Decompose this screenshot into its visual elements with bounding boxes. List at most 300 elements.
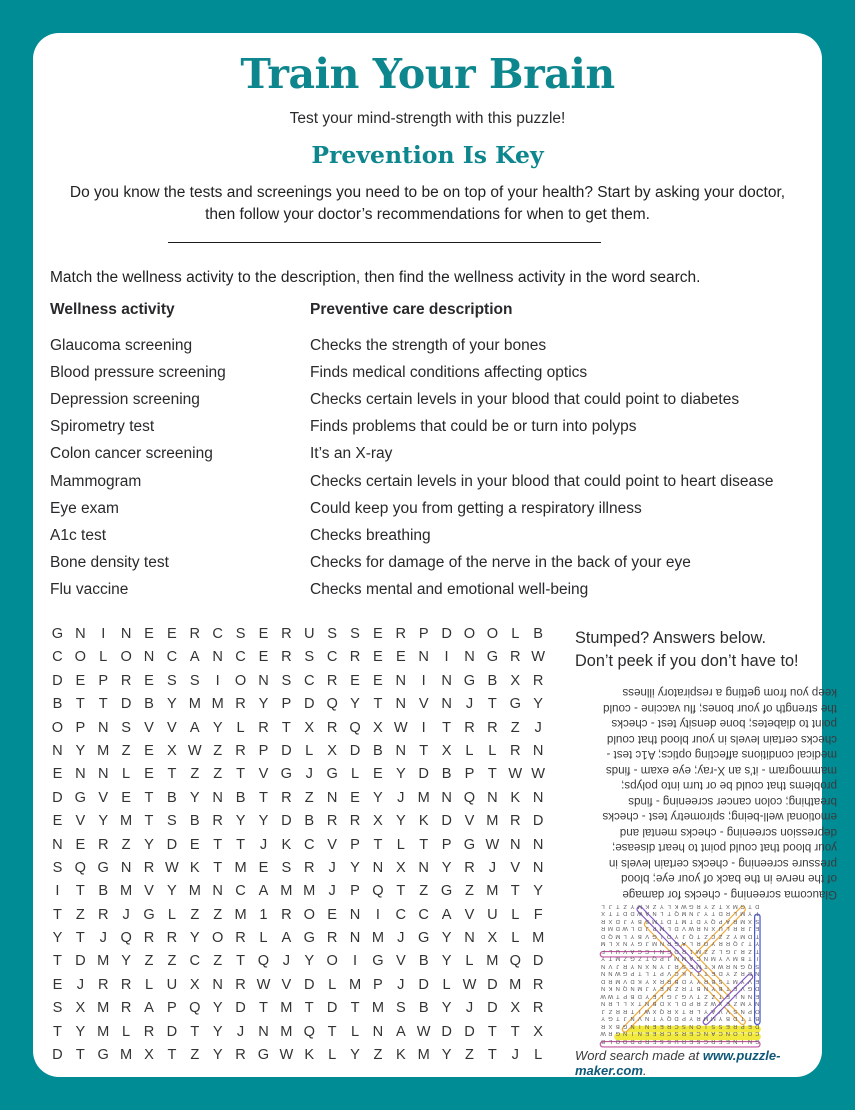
answer-key-letter: Z [638, 955, 642, 962]
answer-key-letter: V [726, 955, 730, 962]
word-search-letter: E [373, 626, 383, 642]
word-search-letter: T [52, 1023, 62, 1040]
answer-key-letter: J [601, 1008, 605, 1014]
word-search-letter: P [418, 626, 429, 642]
word-search-letter: M [188, 696, 201, 713]
answer-key-letter: Q [733, 940, 738, 947]
answer-key-letter: G [755, 1038, 760, 1044]
answer-key-letter: T [740, 1015, 745, 1022]
answer-key-letter: Q [608, 933, 613, 939]
word-search-letter: J [397, 976, 405, 993]
word-search-letter: T [304, 1000, 314, 1017]
word-search-letter: E [52, 766, 63, 783]
answer-key-letter: Z [623, 955, 627, 962]
answer-key-letter: R [703, 978, 709, 984]
answer-key-letter: P [748, 1008, 752, 1014]
word-search-letter: M [120, 883, 133, 900]
word-search-letter: X [189, 976, 200, 993]
answer-key-letter: R [696, 1000, 701, 1007]
word-search-letter: N [509, 836, 521, 853]
answer-key-letter: A [689, 955, 694, 962]
word-search-letter: T [350, 1000, 360, 1017]
answer-key-letter: M [696, 963, 701, 969]
word-search-letter: Y [212, 1047, 223, 1064]
answer-key-letter: N [637, 963, 642, 969]
answer-key-row [599, 955, 761, 966]
answer-key-letter: D [681, 978, 686, 984]
answer-key-letter: R [725, 940, 731, 947]
word-search-letter: D [235, 1000, 246, 1017]
answer-key-letter: J [645, 925, 649, 932]
word-search-letter: C [303, 836, 315, 853]
answer-key-letter: C [703, 1038, 709, 1044]
word-search-letter: N [75, 626, 86, 642]
answer-key-letter: T [748, 1015, 752, 1022]
word-search-letter: L [396, 836, 405, 853]
answer-key-line: the strength of your bones; flu vaccine - could [603, 702, 837, 715]
answer-key-letter: G [622, 1023, 628, 1029]
answer-key-letter: N [740, 993, 745, 999]
answer-key-letter: R [623, 963, 628, 969]
word-search-row [46, 645, 550, 668]
answer-key-letter: B [726, 1015, 730, 1022]
word-search-letter: U [303, 626, 315, 642]
answer-key-letter: X [667, 1000, 672, 1007]
word-search-letter: N [464, 930, 475, 947]
word-search-letter: L [442, 976, 451, 993]
answer-key-line: your blood that could point to heart disease; [612, 841, 837, 855]
word-search-letter: T [75, 1047, 85, 1064]
answer-key-letter: D [733, 1015, 738, 1022]
answer-key-letter: T [755, 910, 760, 917]
answer-key-letter: W [607, 993, 614, 999]
answer-key-letter: Z [652, 903, 657, 909]
answer-key-letter: Q [711, 918, 716, 924]
answer-key-letter: N [645, 1023, 650, 1029]
answer-key-letter: J [623, 918, 627, 924]
word-search-letter: A [441, 906, 452, 923]
answer-key-letter: L [667, 925, 671, 932]
word-search-letter: R [235, 930, 246, 947]
answer-key-letter: N [703, 1030, 709, 1037]
word-search-letter: M [120, 813, 133, 830]
answer-key-letter: Z [704, 933, 708, 939]
answer-key-row [599, 1038, 761, 1049]
answer-key-letter: N [601, 963, 606, 969]
word-search-letter: B [373, 742, 383, 759]
word-search-letter: S [304, 649, 315, 666]
word-search-row [46, 669, 550, 692]
word-search-letter: C [418, 906, 429, 923]
answer-key-letter: M [740, 910, 746, 917]
answer-key-letter: B [637, 933, 642, 939]
answer-key-letter: T [652, 1015, 657, 1022]
answer-key-letter: R [659, 978, 664, 984]
answer-key-letter: R [645, 1038, 650, 1044]
answer-key-letter: N [623, 940, 628, 947]
word-search-letter: D [166, 836, 178, 853]
word-search-letter: B [167, 789, 177, 806]
word-search-letter: R [281, 906, 292, 923]
word-search-letter: G [97, 1047, 109, 1064]
word-search-letter: O [303, 906, 315, 923]
word-search-letter: Q [509, 953, 521, 970]
word-search-letter: E [258, 859, 269, 876]
answer-key-letter: Z [711, 993, 716, 999]
word-search-letter: R [143, 859, 155, 876]
answer-key-letter: J [697, 910, 701, 917]
word-search-letter: R [97, 906, 109, 923]
answer-key-letter: L [630, 925, 635, 932]
word-search-letter: W [187, 742, 202, 759]
word-search-letter: E [373, 766, 383, 783]
answer-key-letter: S [645, 918, 650, 924]
word-search-letter: T [144, 813, 154, 830]
answer-key-letter: R [696, 940, 701, 947]
answer-key-letter: T [638, 970, 642, 977]
answer-key-letter: N [755, 1000, 760, 1007]
answer-key-letter: L [726, 925, 730, 932]
answer-key-letter: Q [666, 1015, 672, 1022]
word-search-letter: I [352, 953, 358, 970]
word-search-letter: N [372, 1023, 384, 1040]
word-search-letter: X [304, 719, 315, 736]
word-search-letter: E [75, 836, 86, 853]
word-search-letter: N [349, 930, 361, 947]
answer-key-letter: Y [711, 940, 716, 947]
answer-key-letter: O [733, 1030, 738, 1037]
answer-key-letter: M [615, 955, 621, 962]
answer-key-letter: T [748, 940, 752, 947]
wellness-activity: A1c test [50, 526, 106, 544]
answer-key-letter: J [645, 940, 649, 947]
answer-key-letter: S [696, 1038, 701, 1044]
word-search-letter: D [487, 1000, 498, 1017]
answer-key-letter: N [623, 1030, 628, 1037]
answer-key-letter: R [623, 1008, 628, 1014]
answer-key-letter: R [601, 1023, 606, 1029]
word-search-letter: X [533, 1023, 544, 1040]
word-search-letter: T [98, 696, 108, 713]
match-instruction: Match the wellness activity to the description, then find the wellness activity in the word search. [50, 269, 701, 286]
answer-key-letter: R [681, 985, 686, 992]
answer-key-letter: W [600, 1030, 606, 1037]
answer-key-letter: S [681, 963, 686, 969]
word-search-letter: W [416, 1023, 431, 1040]
word-search-letter: M [97, 1023, 110, 1040]
care-description: Checks the strength of your bones [310, 336, 547, 354]
word-search-letter: M [486, 883, 499, 900]
answer-key-letter: R [659, 1030, 664, 1037]
word-search-letter: J [305, 766, 313, 783]
word-search-letter: I [375, 906, 380, 923]
word-search-letter: D [464, 1023, 475, 1040]
word-search-letter: R [235, 976, 246, 993]
answer-key-letter: M [732, 955, 738, 962]
answer-key-letter: M [637, 985, 643, 992]
word-search-row [46, 1020, 550, 1043]
word-search-letter: K [281, 836, 292, 853]
word-search-letter: Y [189, 930, 200, 947]
word-search-letter: S [281, 859, 292, 876]
answer-key-letter: B [637, 918, 642, 924]
word-search-letter: S [52, 859, 63, 876]
word-search-letter: Z [373, 1047, 383, 1064]
answer-key-letter: R [608, 1030, 613, 1037]
answer-key-letter: Z [674, 985, 679, 992]
word-search-row [46, 692, 550, 715]
word-search-letter: M [417, 1047, 430, 1064]
word-search-letter: M [371, 930, 384, 947]
word-search-letter: J [511, 1047, 519, 1064]
answer-key-row [599, 910, 761, 921]
answer-key-letter: D [601, 978, 606, 984]
answer-key-letter: L [601, 903, 605, 909]
word-search-letter: M [97, 1000, 110, 1017]
answer-key-letter: T [652, 970, 657, 977]
answer-key-grid-upside-down [599, 905, 761, 1048]
word-search-letter: R [349, 649, 361, 666]
answer-key-letter: T [608, 955, 613, 962]
answer-key-letter: X [711, 925, 716, 932]
word-search-letter: O [212, 930, 224, 947]
answer-key-letter: L [623, 1000, 627, 1007]
answer-key-row [599, 925, 761, 936]
care-description: Checks mental and emotional well-being [310, 581, 589, 599]
answer-key-letter: P [659, 955, 664, 962]
word-search-letter: B [533, 626, 544, 642]
word-search-letter: L [144, 976, 154, 993]
answer-key-row [599, 963, 761, 974]
answer-key-letter: U [674, 1038, 679, 1044]
word-search-letter: T [167, 1047, 177, 1064]
answer-key-letter: E [748, 1023, 752, 1029]
answer-key-letter: T [616, 903, 620, 909]
answer-key-letter: G [740, 903, 745, 909]
answer-key-letter: B [711, 978, 716, 984]
word-search-letter: X [510, 672, 521, 689]
word-search-letter: C [189, 953, 201, 970]
word-search-letter: D [349, 742, 361, 759]
word-search-letter: A [144, 1000, 154, 1017]
word-search-letter: T [487, 1023, 497, 1040]
word-search-letter: L [534, 1047, 543, 1064]
word-search-letter: D [303, 976, 315, 993]
answer-key-letter: L [733, 910, 737, 917]
word-search-letter: B [418, 1000, 429, 1017]
answer-key-letter: U [615, 948, 620, 954]
word-search-letter: P [350, 883, 360, 900]
answer-key-letter: C [667, 1030, 672, 1037]
word-search-letter: X [144, 1047, 154, 1064]
word-search-letter: V [395, 953, 406, 970]
answer-key-letter: N [645, 1000, 650, 1007]
word-search-letter: Y [350, 1047, 360, 1064]
answer-key-letter: J [733, 948, 737, 954]
word-search-letter: O [51, 719, 64, 736]
answer-key-letter: Y [740, 978, 745, 984]
answer-key-letter: T [696, 993, 701, 999]
answer-key-letter: T [696, 970, 701, 977]
word-search-letter: E [373, 672, 383, 689]
answer-key-letter: J [675, 993, 678, 999]
word-search-letter: B [235, 789, 246, 806]
answer-key-letter: Y [652, 985, 657, 992]
word-search-letter: I [55, 883, 60, 900]
answer-key-letter: V [748, 978, 752, 984]
word-search-letter: I [444, 649, 449, 666]
answer-key-letter: T [726, 978, 730, 984]
answer-key-row [599, 1000, 761, 1011]
word-search-letter: 1 [259, 906, 268, 923]
care-description: Checks certain levels in your blood that could point to heart disease [310, 472, 774, 490]
answer-key-letter: K [674, 903, 679, 909]
word-search-letter: N [258, 672, 269, 689]
word-search-letter: R [326, 930, 338, 947]
answer-key-letter: J [667, 963, 671, 969]
answer-key-letter: Y [718, 1015, 723, 1022]
answer-key-letter: M [674, 955, 679, 962]
answer-key-letter: Z [748, 948, 752, 954]
answer-key-letter: T [748, 903, 752, 909]
answer-key-letter: M [637, 903, 643, 909]
word-search-letter: B [189, 813, 200, 830]
answer-key-letter: D [755, 1023, 760, 1029]
answer-key-letter: D [637, 993, 642, 999]
answer-key-letter: D [630, 1038, 635, 1044]
answer-key-letter: R [689, 1008, 694, 1014]
answer-key-letter: D [623, 910, 628, 917]
word-search-letter: Y [441, 859, 452, 876]
answer-key-letter: T [682, 1008, 686, 1014]
answer-key-letter: C [755, 1030, 760, 1037]
answer-key-row [599, 1008, 761, 1019]
answer-key-letter: L [616, 1000, 620, 1007]
answer-key-letter: X [726, 903, 730, 909]
answer-key-letter: M [703, 1015, 709, 1022]
answer-key-letter: Y [703, 918, 708, 924]
word-search-letter: M [509, 976, 522, 993]
word-search-letter: D [303, 696, 315, 713]
answer-key-letter: T [667, 910, 671, 917]
answer-key-letter: R [725, 910, 731, 917]
word-search-letter: T [190, 1023, 200, 1040]
answer-key-letter: Y [601, 955, 606, 962]
answer-key-letter: D [755, 985, 760, 992]
answer-key-letter: V [726, 1008, 730, 1014]
answer-key-letter: I [631, 1030, 634, 1037]
word-search-letter: G [326, 766, 338, 783]
word-search-row [46, 856, 550, 879]
answer-key-letter: D [630, 978, 635, 984]
answer-key-letter: J [609, 903, 612, 909]
answer-key-letter: Z [711, 903, 716, 909]
word-search-letter: X [75, 1000, 86, 1017]
word-search-letter: T [236, 766, 246, 783]
word-search-letter: J [534, 719, 542, 736]
answer-key-letter: C [637, 948, 642, 954]
answer-key-letter: R [667, 1008, 672, 1014]
word-search-letter: J [99, 930, 107, 947]
word-search-letter: R [349, 813, 361, 830]
answer-key-letter: L [667, 903, 671, 909]
word-search-letter: D [281, 742, 292, 759]
answer-key-letter: N [755, 970, 760, 977]
answer-key-letter: N [689, 910, 694, 917]
intro-paragraph: Do you know the tests and screenings you need to be on top of your health? Start by asking your doctor, then follow your doctor’s recommendations for when to get them. [69, 184, 786, 223]
answer-key-letter: E [659, 1023, 664, 1029]
answer-key-letter: X [615, 940, 620, 947]
word-search-letter: L [350, 766, 360, 783]
answer-key-letter: L [608, 940, 613, 947]
answer-key-letter: L [623, 933, 627, 939]
answer-key-letter: D [601, 933, 606, 939]
word-search-letter: K [189, 859, 200, 876]
word-search-letter: T [167, 766, 177, 783]
answer-key-letter: Z [733, 1000, 738, 1007]
page-title: Train Your Brain [240, 50, 615, 98]
answer-key-letter: Y [689, 978, 694, 984]
word-search-letter: L [236, 719, 245, 736]
word-search-row [46, 833, 550, 856]
word-search-letter: G [143, 906, 155, 923]
word-search-letter: Y [395, 813, 406, 830]
answer-key-letter: A [645, 910, 650, 917]
answer-key-letter: P [630, 970, 635, 977]
answer-key-letter: V [645, 933, 650, 939]
word-search-letter: Y [373, 789, 383, 806]
answer-key-letter: S [755, 918, 760, 924]
attribution-site: www.puzzle-maker.com [575, 1048, 781, 1078]
answer-key-line: medical conditions affecting optics; A1c test - [606, 748, 837, 762]
word-search-letter: T [213, 836, 223, 853]
answer-key-line: checks certain levels in your blood that could [606, 733, 837, 746]
answer-key-letter: R [667, 940, 672, 947]
word-search-letter: S [52, 1000, 63, 1017]
word-search-letter: Q [303, 1023, 315, 1040]
answer-key-letter: J [741, 940, 745, 947]
answer-key-letter: P [659, 970, 664, 977]
stumped-line-2: Don’t peek if you don’t have to! [575, 651, 799, 670]
word-search-letter: D [52, 1047, 63, 1064]
wellness-activity: Spirometry test [50, 418, 155, 436]
word-search-letter: Z [121, 742, 131, 759]
answer-key-letter: M [732, 978, 738, 984]
word-search-letter: W [531, 766, 546, 783]
word-search-letter: O [326, 953, 338, 970]
word-search-letter: R [509, 813, 521, 830]
word-search-letter: J [397, 789, 405, 806]
answer-key-letter: L [719, 948, 723, 954]
word-search-letter: T [75, 930, 85, 947]
answer-key-letter: Y [630, 963, 635, 969]
answer-key-letter: W [600, 993, 606, 999]
word-search-letter: Q [463, 789, 476, 806]
word-search-letter: Z [144, 953, 154, 970]
answer-key-letter: T [616, 910, 620, 917]
answer-key-letter: J [623, 1015, 627, 1022]
answer-key-letter: Y [630, 933, 635, 939]
word-search-letter: N [258, 1023, 269, 1040]
answer-key-letter: I [639, 1023, 641, 1029]
word-search-letter: M [348, 976, 362, 993]
answer-key-letter: R [696, 903, 701, 909]
answer-key-letter: B [718, 985, 723, 992]
word-search-letter: B [98, 883, 109, 900]
word-search-letter: A [258, 883, 269, 900]
answer-key-letter: F [601, 948, 605, 954]
word-search-letter: N [441, 696, 452, 713]
